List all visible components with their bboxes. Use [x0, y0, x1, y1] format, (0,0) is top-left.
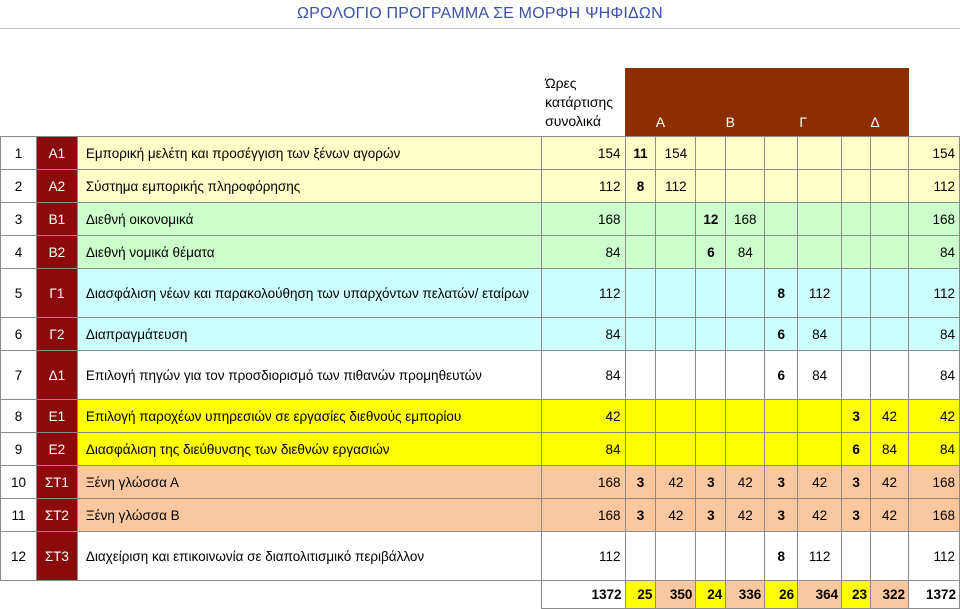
weekly-hours-cell: 3: [625, 466, 656, 499]
module-code: Β1: [36, 203, 77, 236]
table-row: [1, 318, 960, 351]
semester-hours-cell: [726, 351, 765, 400]
table-row: [1, 466, 960, 499]
semester-hours-cell: 42: [871, 466, 909, 499]
semester-header-d: Δ: [842, 68, 909, 137]
weekly-hours-cell: [765, 203, 798, 236]
total-cell: 24: [696, 581, 726, 609]
semester-hours-cell: [871, 137, 909, 170]
total-cell: 350: [656, 581, 696, 609]
row-number: 9: [1, 433, 37, 466]
row-number: 5: [1, 269, 37, 318]
module-code: Δ1: [36, 351, 77, 400]
semester-hours-cell: [798, 137, 842, 170]
semester-hours-cell: 42: [726, 499, 765, 532]
module-total: 168: [909, 466, 960, 499]
module-hours: 168: [541, 203, 625, 236]
table-row: [1, 499, 960, 532]
row-number: 8: [1, 400, 37, 433]
weekly-hours-cell: [842, 269, 871, 318]
module-hours: 84: [541, 351, 625, 400]
row-number: 1: [1, 137, 37, 170]
weekly-hours-cell: 3: [765, 499, 798, 532]
module-total: 112: [909, 532, 960, 581]
weekly-hours-cell: [842, 351, 871, 400]
module-hours: 84: [541, 236, 625, 269]
table-row: [1, 433, 960, 466]
semester-hours-cell: 42: [656, 466, 696, 499]
module-code: Ε2: [36, 433, 77, 466]
module-code: Ε1: [36, 400, 77, 433]
weekly-hours-cell: 3: [625, 499, 656, 532]
weekly-hours-cell: [696, 318, 726, 351]
row-number: 4: [1, 236, 37, 269]
table-row: [1, 269, 960, 318]
semester-hours-cell: [798, 400, 842, 433]
semester-hours-cell: [871, 236, 909, 269]
total-cell: 336: [726, 581, 765, 609]
table-row: [1, 203, 960, 236]
weekly-hours-cell: [765, 433, 798, 466]
weekly-hours-cell: 8: [765, 269, 798, 318]
weekly-hours-cell: [625, 236, 656, 269]
semester-hours-cell: 42: [726, 466, 765, 499]
total-cell: 23: [842, 581, 871, 609]
module-total: 84: [909, 236, 960, 269]
semester-hours-cell: [798, 433, 842, 466]
weekly-hours-cell: [625, 318, 656, 351]
grand-total: 1372: [909, 581, 960, 609]
total-cell: 25: [625, 581, 656, 609]
module-name: Διεθνή νομικά θέματα: [77, 236, 541, 269]
module-hours: 84: [541, 318, 625, 351]
weekly-hours-cell: [625, 532, 656, 581]
module-name: Διαπραγμάτευση: [77, 318, 541, 351]
semester-hours-cell: 154: [656, 137, 696, 170]
table-row: [1, 137, 960, 170]
weekly-hours-cell: [625, 351, 656, 400]
module-hours: 84: [541, 433, 625, 466]
weekly-hours-cell: [765, 137, 798, 170]
total-cell: 26: [765, 581, 798, 609]
semester-hours-cell: 112: [798, 269, 842, 318]
module-total: 112: [909, 170, 960, 203]
semester-hours-cell: 112: [656, 170, 696, 203]
weekly-hours-cell: [696, 269, 726, 318]
semester-hours-cell: [656, 203, 696, 236]
total-cell: 364: [798, 581, 842, 609]
semester-header-g: Γ: [765, 68, 842, 137]
semester-hours-cell: 168: [726, 203, 765, 236]
weekly-hours-cell: [842, 532, 871, 581]
weekly-hours-cell: [625, 269, 656, 318]
semester-hours-cell: [726, 170, 765, 203]
semester-hours-cell: 84: [726, 236, 765, 269]
semester-hours-cell: [656, 351, 696, 400]
module-name: Επιλογή παροχέων υπηρεσιών σε εργασίες διεθνούς εμπορίου: [77, 400, 541, 433]
semester-hours-cell: 84: [798, 318, 842, 351]
module-total: 154: [909, 137, 960, 170]
weekly-hours-cell: [625, 433, 656, 466]
semester-hours-cell: [726, 532, 765, 581]
weekly-hours-cell: [696, 170, 726, 203]
module-name: Διασφάλιση νέων και παρακολούθηση των υπαρχόντων πελατών/ εταίρων: [77, 269, 541, 318]
module-total: 168: [909, 203, 960, 236]
weekly-hours-cell: 3: [842, 466, 871, 499]
table-row: [1, 170, 960, 203]
module-name: Διαχείριση και επικοινωνία σε διαπολιτισμικό περιβάλλον: [77, 532, 541, 581]
semester-hours-cell: [656, 236, 696, 269]
weekly-hours-cell: [696, 351, 726, 400]
weekly-hours-cell: [842, 318, 871, 351]
table-row: [1, 351, 960, 400]
module-code: Β2: [36, 236, 77, 269]
hours-header: Ώρες κατάρτισης συνολικά: [541, 68, 625, 137]
module-total: 42: [909, 400, 960, 433]
weekly-hours-cell: [765, 400, 798, 433]
weekly-hours-cell: [765, 236, 798, 269]
page-title: ΩΡΟΛΟΓΙΟ ΠΡΟΓΡΑΜΜΑ ΣΕ ΜΟΡΦΗ ΨΗΦΙΔΩΝ: [297, 5, 663, 22]
weekly-hours-cell: [696, 137, 726, 170]
row-number: 2: [1, 170, 37, 203]
totals-row: [1, 581, 960, 609]
semester-hours-cell: 42: [798, 466, 842, 499]
module-code: ΣΤ3: [36, 532, 77, 581]
semester-hours-cell: [726, 318, 765, 351]
table-row: [1, 236, 960, 269]
semester-hours-cell: [871, 351, 909, 400]
weekly-hours-cell: [696, 400, 726, 433]
semester-hours-cell: [798, 170, 842, 203]
row-number: 10: [1, 466, 37, 499]
weekly-hours-cell: 8: [765, 532, 798, 581]
module-hours: 154: [541, 137, 625, 170]
module-total: 168: [909, 499, 960, 532]
semester-hours-cell: [798, 203, 842, 236]
semester-hours-cell: [871, 203, 909, 236]
module-total: 84: [909, 351, 960, 400]
module-code: Α1: [36, 137, 77, 170]
module-name: Διεθνή οικονομικά: [77, 203, 541, 236]
module-hours: 42: [541, 400, 625, 433]
module-code: ΣΤ2: [36, 499, 77, 532]
module-total: 112: [909, 269, 960, 318]
total-hours: 1372: [541, 581, 625, 609]
weekly-hours-cell: [625, 400, 656, 433]
schedule-table: [0, 68, 960, 609]
weekly-hours-cell: 3: [842, 499, 871, 532]
module-name: Εμπορική μελέτη και προσέγγιση των ξένων αγορών: [77, 137, 541, 170]
weekly-hours-cell: [696, 532, 726, 581]
module-name: Ξένη γλώσσα Α: [77, 466, 541, 499]
semester-hours-cell: [726, 269, 765, 318]
table-row: [1, 532, 960, 581]
module-hours: 112: [541, 532, 625, 581]
module-code: Γ1: [36, 269, 77, 318]
total-cell: 322: [871, 581, 909, 609]
weekly-hours-cell: [765, 170, 798, 203]
module-total: 84: [909, 433, 960, 466]
weekly-hours-cell: 3: [842, 400, 871, 433]
table-row: [1, 400, 960, 433]
semester-hours-cell: 42: [871, 400, 909, 433]
weekly-hours-cell: 3: [765, 466, 798, 499]
weekly-hours-cell: [696, 433, 726, 466]
weekly-hours-cell: 12: [696, 203, 726, 236]
semester-hours-cell: [656, 318, 696, 351]
weekly-hours-cell: [842, 236, 871, 269]
module-code: Γ2: [36, 318, 77, 351]
semester-hours-cell: [871, 532, 909, 581]
row-number: 3: [1, 203, 37, 236]
weekly-hours-cell: [625, 203, 656, 236]
weekly-hours-cell: [842, 203, 871, 236]
module-hours: 112: [541, 170, 625, 203]
semester-hours-cell: [871, 269, 909, 318]
semester-hours-cell: 42: [871, 499, 909, 532]
semester-hours-cell: [871, 318, 909, 351]
module-name: Διασφάλιση της διεύθυνσης των διεθνών εργασιών: [77, 433, 541, 466]
module-total: 84: [909, 318, 960, 351]
semester-hours-cell: [656, 400, 696, 433]
module-hours: 112: [541, 269, 625, 318]
title-bar: [0, 0, 960, 29]
module-code: Α2: [36, 170, 77, 203]
module-code: ΣΤ1: [36, 466, 77, 499]
weekly-hours-cell: 6: [765, 351, 798, 400]
module-name: Επιλογή πηγών για τον προσδιορισμό των πιθανών προμηθευτών: [77, 351, 541, 400]
semester-hours-cell: [726, 400, 765, 433]
semester-hours-cell: [656, 269, 696, 318]
semester-hours-cell: [656, 532, 696, 581]
weekly-hours-cell: 6: [842, 433, 871, 466]
semester-hours-cell: [726, 137, 765, 170]
semester-hours-cell: 84: [871, 433, 909, 466]
weekly-hours-cell: 6: [696, 236, 726, 269]
row-number: 12: [1, 532, 37, 581]
row-number: 11: [1, 499, 37, 532]
semester-hours-cell: [871, 170, 909, 203]
module-name: Σύστημα εμπορικής πληροφόρησης: [77, 170, 541, 203]
semester-hours-cell: 42: [656, 499, 696, 532]
semester-hours-cell: [798, 236, 842, 269]
row-number: 7: [1, 351, 37, 400]
module-hours: 168: [541, 466, 625, 499]
module-name: Ξένη γλώσσα Β: [77, 499, 541, 532]
weekly-hours-cell: 8: [625, 170, 656, 203]
semester-hours-cell: 112: [798, 532, 842, 581]
semester-header-b: Β: [696, 68, 765, 137]
semester-hours-cell: 42: [798, 499, 842, 532]
weekly-hours-cell: [842, 170, 871, 203]
semester-hours-cell: [726, 433, 765, 466]
header-row: [1, 68, 960, 137]
semester-header-a: Α: [625, 68, 696, 137]
semester-hours-cell: 84: [798, 351, 842, 400]
module-hours: 168: [541, 499, 625, 532]
weekly-hours-cell: 3: [696, 466, 726, 499]
weekly-hours-cell: 3: [696, 499, 726, 532]
row-number: 6: [1, 318, 37, 351]
semester-hours-cell: [656, 433, 696, 466]
weekly-hours-cell: 6: [765, 318, 798, 351]
weekly-hours-cell: 11: [625, 137, 656, 170]
weekly-hours-cell: [842, 137, 871, 170]
